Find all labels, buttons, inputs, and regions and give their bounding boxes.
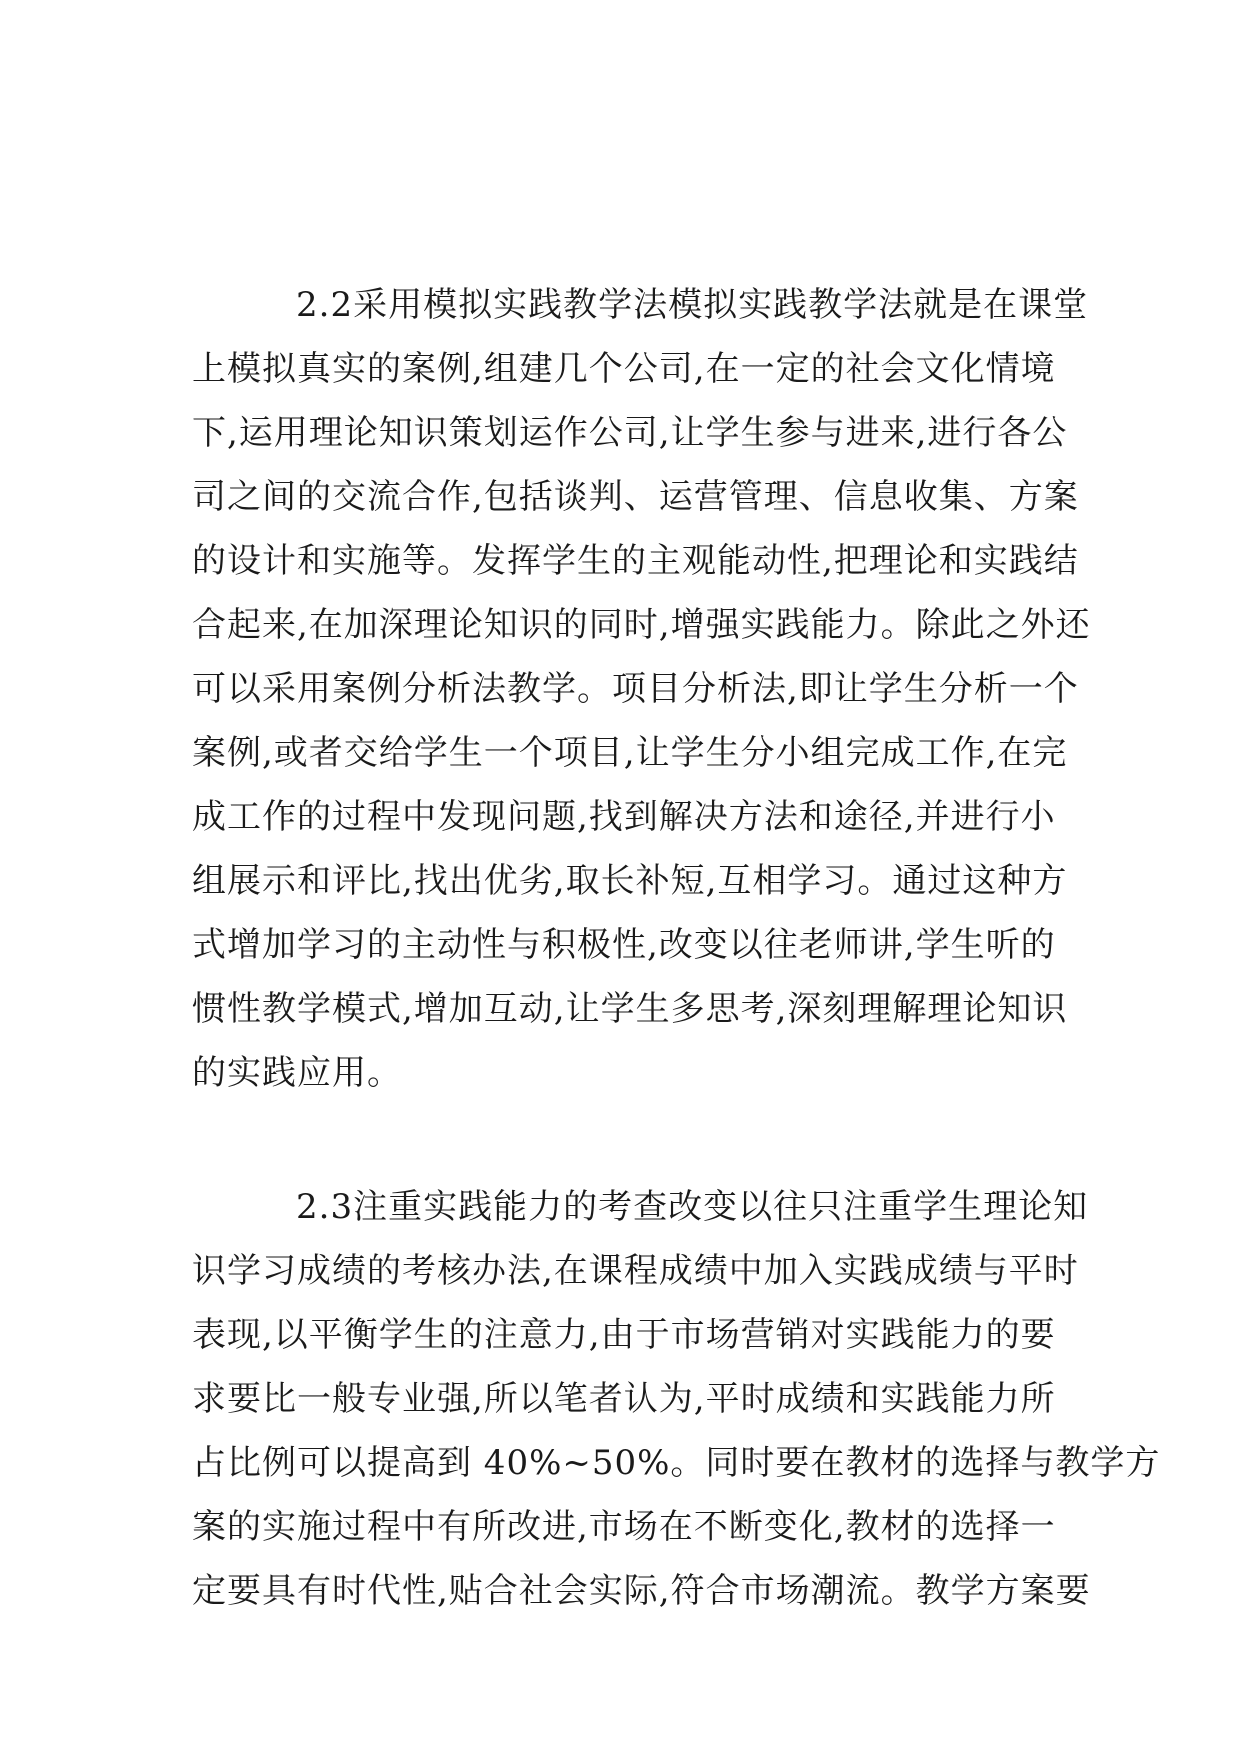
- text-line: 识学习成绩的考核办法,在课程成绩中加入实践成绩与平时: [192, 1251, 1079, 1291]
- text-line: 成工作的过程中发现问题,找到解决方法和途径,并进行小: [192, 797, 1056, 837]
- text-line: 2.2采用模拟实践教学法模拟实践教学法就是在课堂: [296, 285, 1089, 325]
- text-line: 上模拟真实的案例,组建几个公司,在一定的社会文化情境: [192, 349, 1056, 389]
- text-line: 表现,以平衡学生的注意力,由于市场营销对实践能力的要: [192, 1315, 1056, 1355]
- text-line: 案的实施过程中有所改进,市场在不断变化,教材的选择一: [192, 1507, 1056, 1547]
- text-line: 合起来,在加深理论知识的同时,增强实践能力。除此之外还: [192, 605, 1091, 645]
- text-line: 可以采用案例分析法教学。项目分析法,即让学生分析一个: [192, 669, 1079, 709]
- text-line: 惯性教学模式,增加互动,让学生多思考,深刻理解理论知识: [192, 989, 1068, 1029]
- text-line: 下,运用理论知识策划运作公司,让学生参与进来,进行各公: [192, 413, 1068, 453]
- text-line: 式增加学习的主动性与积极性,改变以往老师讲,学生听的: [192, 925, 1056, 965]
- text-line: 定要具有时代性,贴合社会实际,符合市场潮流。教学方案要: [192, 1571, 1091, 1611]
- paragraph-2-3: [192, 1175, 1161, 1623]
- text-line: 案例,或者交给学生一个项目,让学生分小组完成工作,在完: [192, 733, 1068, 773]
- text-line: 的实践应用。: [192, 1053, 402, 1093]
- text-line: 司之间的交流合作,包括谈判、运营管理、信息收集、方案: [192, 477, 1079, 517]
- text-line: 组展示和评比,找出优劣,取长补短,互相学习。通过这种方: [192, 861, 1068, 901]
- text-line: 2.3注重实践能力的考查改变以往只注重学生理论知: [296, 1187, 1089, 1227]
- text-line: 求要比一般专业强,所以笔者认为,平时成绩和实践能力所: [192, 1379, 1056, 1419]
- text-line: 的设计和实施等。发挥学生的主观能动性,把理论和实践结: [192, 541, 1079, 581]
- paragraph-2-2: [192, 273, 1091, 1105]
- text-line: 占比例可以提高到 40%~50%。同时要在教材的选择与教学方: [192, 1443, 1161, 1483]
